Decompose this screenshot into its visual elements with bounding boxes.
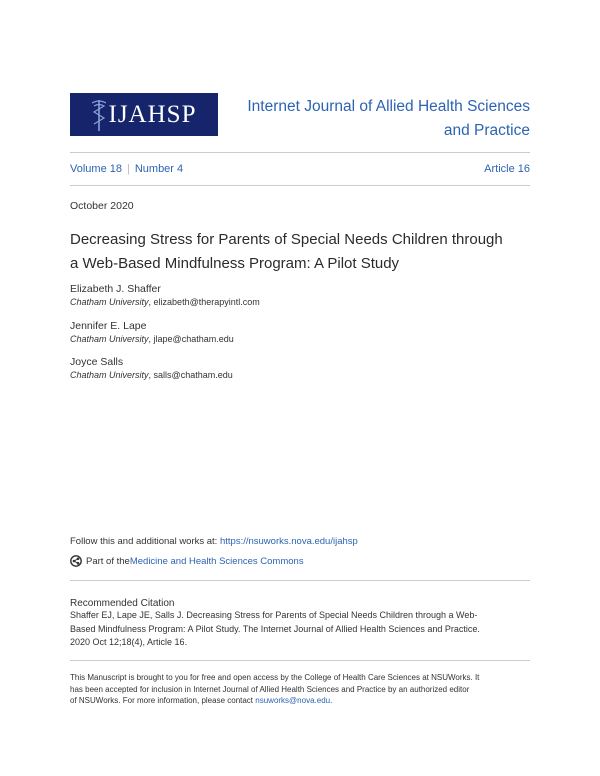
header-divider xyxy=(70,152,530,153)
author-institution: Chatham University xyxy=(70,370,149,380)
article-title-line1: Decreasing Stress for Parents of Special Needs Children through xyxy=(70,231,503,248)
follow-line xyxy=(70,536,358,547)
issue-separator: | xyxy=(126,163,130,175)
number-link[interactable]: Number 4 xyxy=(134,163,184,175)
journal-title[interactable] xyxy=(226,95,530,143)
article-link[interactable]: Article 16 xyxy=(484,163,530,175)
commons-link[interactable]: Medicine and Health Sciences Commons xyxy=(129,555,304,567)
footer-line3-prefix: of NSUWorks. For more information, please contact xyxy=(70,696,256,705)
author-email: salls@chatham.edu xyxy=(153,370,233,380)
journal-title-line2[interactable]: and Practice xyxy=(443,122,530,139)
follow-text: Follow this and additional works at: xyxy=(70,536,220,547)
logo-text: IJAHSP xyxy=(108,100,197,128)
citation-heading: Recommended Citation xyxy=(70,598,175,609)
caduceus-icon xyxy=(92,98,106,132)
part-of-prefix: Part of the xyxy=(86,555,130,567)
journal-title-line1[interactable]: Internet Journal of Allied Health Sciences xyxy=(247,98,530,115)
author-name: Joyce Salls xyxy=(70,356,124,368)
issue-info xyxy=(70,163,183,175)
citation-line: Based Mindfulness Program: A Pilot Study. The Internet Journal of Allied Health Sciences and Practice. xyxy=(70,623,480,634)
author-affiliation: Chatham University, elizabeth@therapyintl.com xyxy=(70,297,260,307)
author-name: Elizabeth J. Shaffer xyxy=(70,283,161,295)
share-icon xyxy=(70,555,82,567)
article-title xyxy=(70,228,540,276)
author-affiliation: Chatham University, jlape@chatham.edu xyxy=(70,334,234,344)
author-affiliation: Chatham University, salls@chatham.edu xyxy=(70,370,233,380)
citation-divider xyxy=(70,580,530,581)
citation-text xyxy=(70,609,530,650)
author-institution: Chatham University xyxy=(70,334,149,344)
follow-url-link[interactable]: https://nsuworks.nova.edu/ijahsp xyxy=(219,536,358,547)
citation-line: 2020 Oct 12;18(4), Article 16. xyxy=(70,637,188,647)
author-institution: Chatham University xyxy=(70,297,149,307)
contact-email-link[interactable]: nsuworks@nova.edu xyxy=(255,696,331,705)
footer-line xyxy=(70,695,530,707)
issue-divider xyxy=(70,185,530,186)
citation-line: Shaffer EJ, Lape JE, Salls J. Decreasing Stress for Parents of Special Needs Children through a Web- xyxy=(70,610,478,620)
author-email: jlape@chatham.edu xyxy=(153,334,234,344)
author-name: Jennifer E. Lape xyxy=(70,320,147,332)
footer-divider xyxy=(70,660,530,661)
publication-date: October 2020 xyxy=(70,200,134,212)
access-notice xyxy=(70,672,530,707)
journal-logo xyxy=(70,93,218,136)
footer-line: This Manuscript is brought to you for free and open access by the College of Health Care Sciences at NSUWorks. It xyxy=(70,673,480,682)
article-title-line2: a Web-Based Mindfulness Program: A Pilot Study xyxy=(70,255,400,272)
footer-line: has been accepted for inclusion in Internet Journal of Allied Health Sciences and Practice by an authorized editor xyxy=(70,684,470,694)
author-email: elizabeth@therapyintl.com xyxy=(153,297,260,307)
part-of-line xyxy=(70,555,304,567)
volume-link[interactable]: Volume 18 xyxy=(70,163,122,175)
footer-line3-suffix: . xyxy=(330,696,333,705)
